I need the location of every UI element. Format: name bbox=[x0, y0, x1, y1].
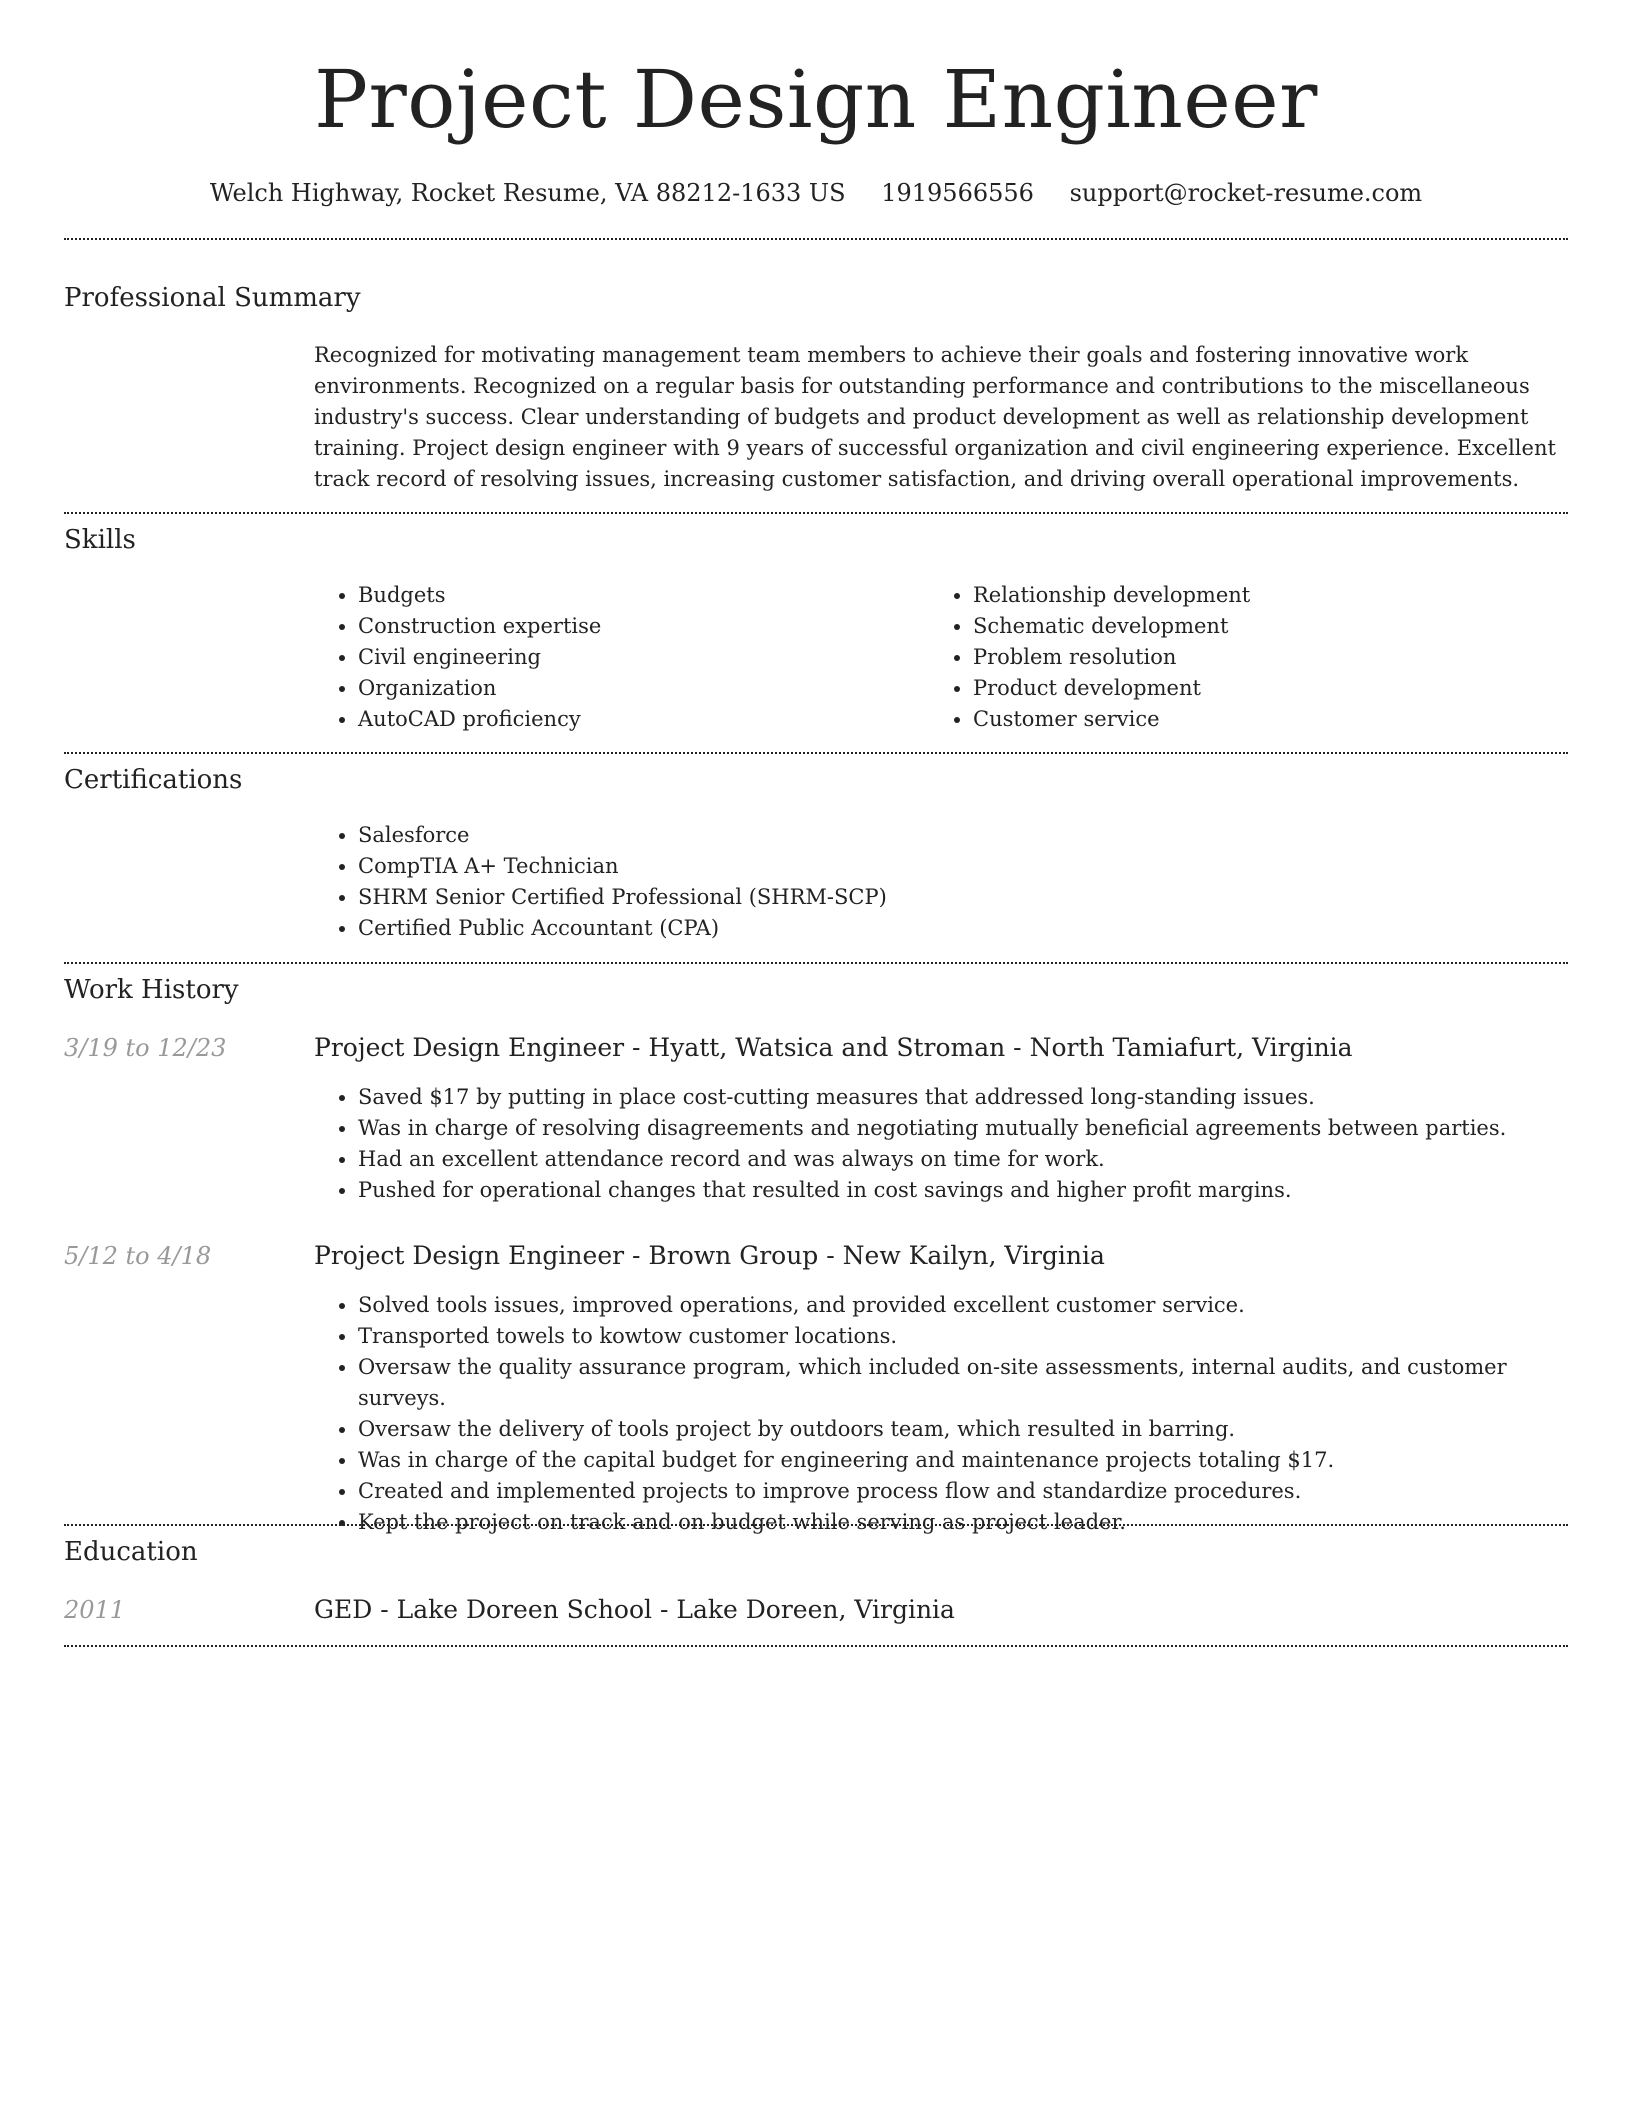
job-bullet-list bbox=[314, 1290, 1568, 1538]
list-item: • Salesforce bbox=[358, 820, 1568, 851]
resume-header bbox=[0, 0, 1632, 208]
list-item: • Relationship development bbox=[973, 580, 1573, 611]
list-item: • Kept the project on track and on budget while serving as project leader. bbox=[358, 1507, 1568, 1538]
contact-phone: 1919566556 bbox=[881, 179, 1034, 207]
certifications-list bbox=[314, 820, 1568, 944]
candidate-name: Project Design Engineer bbox=[314, 53, 1318, 146]
contact-line bbox=[0, 178, 1632, 208]
list-item: • Schematic development bbox=[973, 611, 1573, 642]
list-item: • Customer service bbox=[973, 704, 1573, 735]
summary-section-title: Professional Summary bbox=[64, 283, 361, 313]
list-item: • Construction expertise bbox=[358, 611, 928, 642]
list-item: • Certified Public Accountant (CPA) bbox=[358, 913, 1568, 944]
list-item: • Product development bbox=[973, 673, 1573, 704]
job-heading: Project Design Engineer - Brown Group - New Kailyn, Virginia bbox=[314, 1241, 1105, 1270]
skills-section-title: Skills bbox=[64, 525, 136, 555]
list-item: • Solved tools issues, improved operations, and provided excellent customer service. bbox=[358, 1290, 1568, 1321]
section-divider bbox=[64, 238, 1568, 240]
list-item: • Organization bbox=[358, 673, 928, 704]
job-dates: 3/19 to 12/23 bbox=[64, 1034, 227, 1062]
job-heading: Project Design Engineer - Hyatt, Watsica and Stroman - North Tamiafurt, Virginia bbox=[314, 1033, 1353, 1062]
list-item: • Pushed for operational changes that resulted in cost savings and higher profit margins. bbox=[358, 1175, 1568, 1206]
certifications-section-title: Certifications bbox=[64, 765, 243, 795]
list-item: • AutoCAD proficiency bbox=[358, 704, 928, 735]
section-divider bbox=[64, 1645, 1568, 1647]
summary-text: Recognized for motivating management team members to achieve their goals and fostering innovative work environments. Recognized on a regular basis for outstanding performance and contributions to the miscellaneous industry's success. Clear understanding of budgets and product development as well as relationship development training. Project design engineer with 9 years of successful organization and civil engineering experience. Excellent track record of resolving issues, increasing customer satisfaction, and driving overall operational improvements. bbox=[314, 343, 1556, 491]
section-divider bbox=[64, 752, 1568, 754]
job-bullet-list bbox=[314, 1082, 1568, 1206]
list-item: • Was in charge of resolving disagreements and negotiating mutually beneficial agreements between parties. bbox=[358, 1113, 1568, 1144]
list-item: • Saved $17 by putting in place cost-cutting measures that addressed long-standing issues. bbox=[358, 1082, 1568, 1113]
list-item: • Oversaw the delivery of tools project by outdoors team, which resulted in barring. bbox=[358, 1414, 1568, 1445]
list-item: • Budgets bbox=[358, 580, 928, 611]
list-item: • Problem resolution bbox=[973, 642, 1573, 673]
contact-address: Welch Highway, Rocket Resume, VA 88212-1633 US bbox=[209, 179, 846, 207]
section-divider bbox=[64, 512, 1568, 514]
list-item: • CompTIA A+ Technician bbox=[358, 851, 1568, 882]
list-item: • Was in charge of the capital budget for engineering and maintenance projects totaling $17. bbox=[358, 1445, 1568, 1476]
skills-list-right bbox=[929, 580, 1573, 735]
education-year: 2011 bbox=[64, 1596, 126, 1624]
section-divider bbox=[64, 1524, 1568, 1526]
job-dates: 5/12 to 4/18 bbox=[64, 1242, 212, 1270]
contact-email: support@rocket-resume.com bbox=[1069, 179, 1423, 207]
list-item: • Created and implemented projects to improve process flow and standardize procedures. bbox=[358, 1476, 1568, 1507]
education-section-title: Education bbox=[64, 1537, 198, 1567]
list-item: • Oversaw the quality assurance program, which included on-site assessments, internal audits, and customer surveys. bbox=[358, 1352, 1568, 1414]
skills-list-left bbox=[314, 580, 928, 735]
list-item: • SHRM Senior Certified Professional (SHRM-SCP) bbox=[358, 882, 1568, 913]
list-item: • Civil engineering bbox=[358, 642, 928, 673]
list-item: • Transported towels to kowtow customer locations. bbox=[358, 1321, 1568, 1352]
work-history-section-title: Work History bbox=[64, 975, 239, 1005]
education-heading: GED - Lake Doreen School - Lake Doreen, Virginia bbox=[314, 1595, 955, 1624]
section-divider bbox=[64, 962, 1568, 964]
list-item: • Had an excellent attendance record and was always on time for work. bbox=[358, 1144, 1568, 1175]
